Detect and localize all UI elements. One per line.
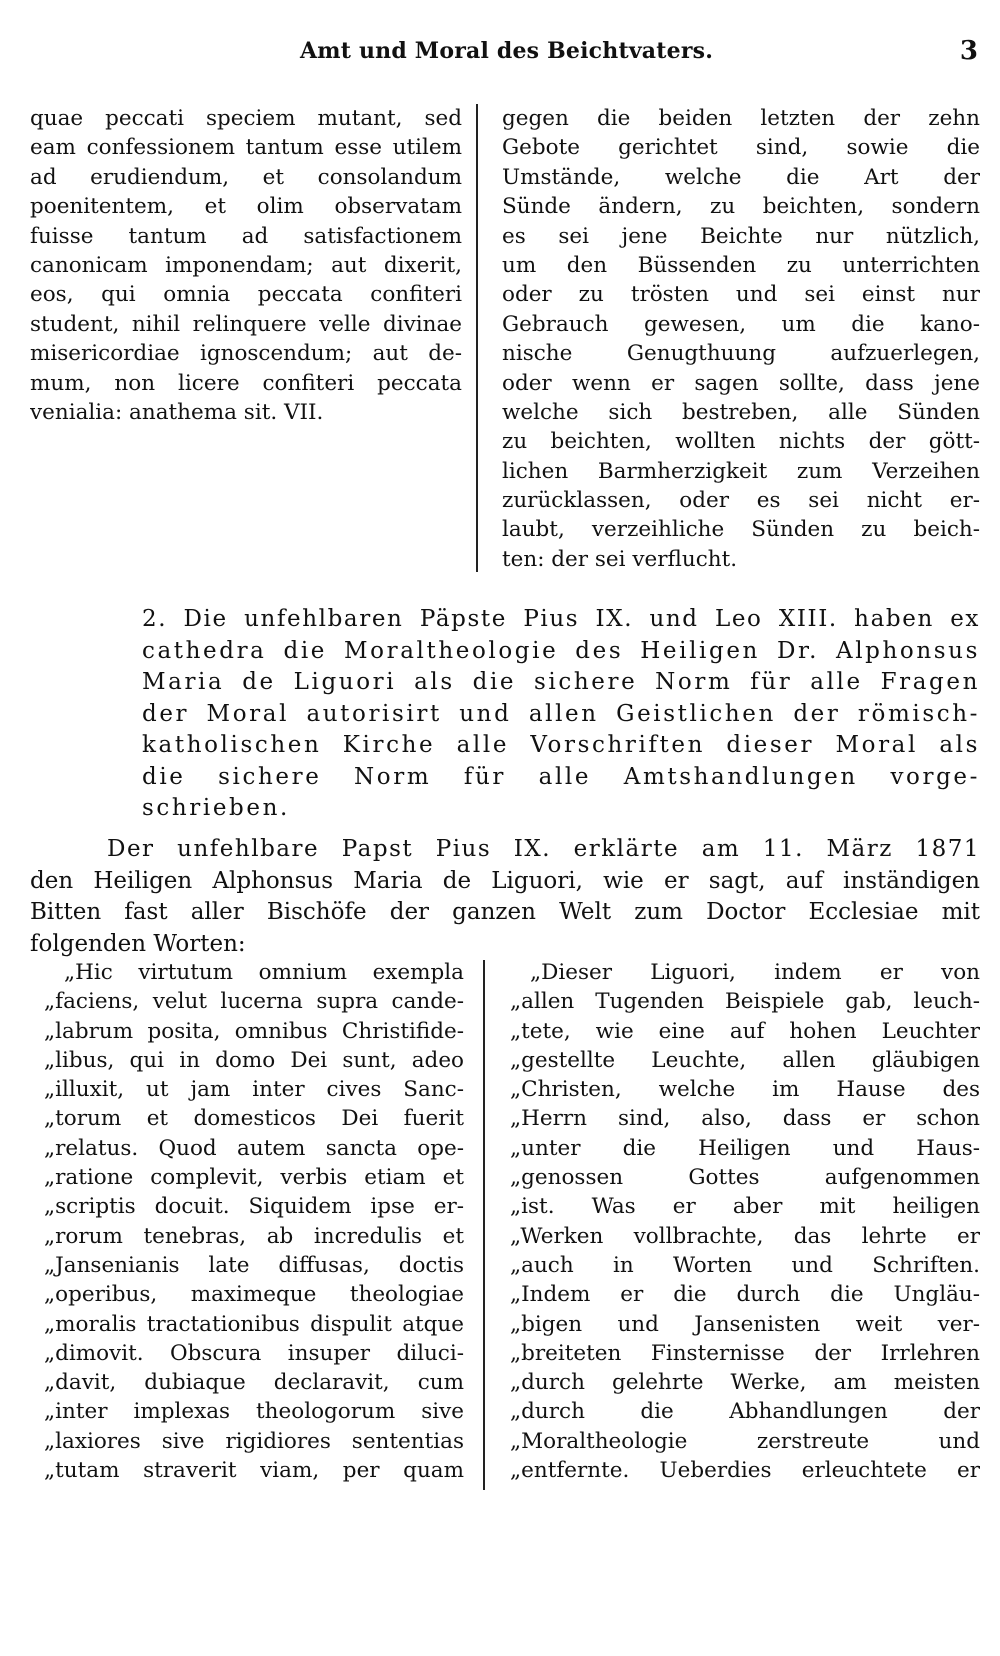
text-line: „unter die Heiligen und Haus-	[510, 1135, 980, 1161]
text-line: katholischen Kirche alle Vorschriften dieser Moral als	[142, 732, 980, 758]
text-line: „Christen, welche im Hause des	[510, 1077, 980, 1103]
text-line: „gestellte Leuchte, allen gläubigen	[510, 1047, 980, 1073]
german-quote-column	[510, 958, 980, 1485]
text-line: Maria de Liguori als die sichere Norm für alle Fragen	[142, 669, 980, 695]
text-line: „davit, dubiaque declaravit, cum	[44, 1370, 464, 1396]
text-line: „durch die Abhandlungen der	[510, 1399, 980, 1425]
text-line: „rorum tenebras, ab incredulis et	[44, 1223, 464, 1249]
text-line: eam confessionem tantum esse utilem	[30, 135, 462, 161]
text-line: gegen die beiden letzten der zehn	[502, 106, 980, 131]
text-line: „entfernte. Ueberdies erleuchtete er	[510, 1458, 980, 1484]
text-line: 2. Die unfehlbaren Päpste Pius IX. und Leo XIII. haben ex	[142, 606, 980, 632]
text-line: „ist. Was er aber mit heiligen	[510, 1194, 980, 1220]
text-line: welche sich bestreben, alle Sünden	[502, 399, 980, 425]
text-line: „libus, qui in domo Dei sunt, adeo	[44, 1047, 464, 1073]
decree-paragraph	[30, 834, 980, 960]
text-line: Sünde ändern, zu beichten, sondern	[502, 194, 980, 220]
text-line: Umstände, welche die Art der	[502, 164, 980, 190]
text-line: „durch gelehrte Werke, am meisten	[510, 1370, 980, 1396]
text-line: ten: der sei verflucht.	[502, 546, 738, 572]
text-line: nische Genugthuung aufzuerlegen,	[502, 341, 980, 367]
text-line: „relatus. Quod autem sancta ope-	[44, 1135, 464, 1161]
text-line: „dimovit. Obscura insuper diluci-	[44, 1340, 464, 1366]
text-line: „Herrn sind, also, dass er schon	[510, 1106, 980, 1132]
text-line: der Moral autorisirt und allen Geistlichen der römisch-	[142, 700, 980, 727]
text-line: venialia: anathema sit. VII.	[30, 399, 324, 425]
text-line: zu beichten, wollten nichts der gött-	[502, 429, 980, 455]
text-line: „Moraltheologie zerstreute und	[510, 1428, 980, 1454]
text-line: „auch in Worten und Schriften.	[510, 1252, 980, 1278]
text-line: „breiteten Finsternisse der Irrlehren	[510, 1340, 980, 1366]
text-line: „bigen und Jansenisten weit ver-	[510, 1311, 980, 1337]
text-line: „Dieser Liguori, indem er von	[530, 960, 980, 985]
text-line: „ratione complevit, verbis etiam et	[44, 1165, 464, 1191]
text-line: ad erudiendum, et consolandum	[30, 164, 462, 190]
text-line: misericordiae ignoscendum; aut de-	[30, 341, 462, 367]
text-line: zurücklassen, oder es sei nicht er-	[502, 488, 980, 514]
text-line: eos, qui omnia peccata confiteri	[30, 282, 462, 308]
text-line: „scriptis docuit. Siquidem ipse er-	[44, 1194, 464, 1220]
text-line: Gebrauch gewesen, um die kano-	[502, 311, 980, 337]
text-line: „labrum posita, omnibus Christifide-	[44, 1018, 464, 1044]
text-line: laubt, verzeihliche Sünden zu beich-	[502, 517, 980, 543]
quote-column-divider	[483, 960, 485, 1490]
text-line: schrieben.	[142, 795, 290, 821]
text-line: „laxiores sive rigidiores sententias	[44, 1428, 464, 1454]
latin-column-top	[30, 104, 462, 427]
text-line: cathedra die Moraltheologie des Heiligen Dr. Alphonsus	[142, 637, 980, 664]
text-line: „genossen Gottes aufgenommen	[510, 1165, 980, 1191]
text-line: fuisse tantum ad satisfactionem	[30, 223, 462, 249]
text-line: „Werken vollbrachte, das lehrte er	[510, 1223, 980, 1249]
text-line: student, nihil relinquere velle divinae	[30, 311, 462, 337]
section-2-paragraph	[30, 604, 980, 825]
text-line: „operibus, maximeque theologiae	[44, 1282, 464, 1308]
text-line: „allen Tugenden Beispiele gab, leuch-	[510, 989, 980, 1015]
text-line: „tutam straverit viam, per quam	[44, 1458, 464, 1484]
text-line: um den Büssenden zu unterrichten	[502, 252, 980, 278]
text-line: „inter implexas theologorum sive	[44, 1399, 464, 1425]
text-line: folgenden Worten:	[30, 930, 246, 957]
text-line: oder zu trösten und sei einst nur	[502, 282, 980, 308]
text-line: es sei jene Beichte nur nützlich,	[502, 223, 980, 249]
text-line: „tete, wie eine auf hohen Leuchter	[510, 1018, 980, 1044]
running-title: Amt und Moral des Beichtvaters.	[300, 38, 714, 64]
text-line: poenitentem, et olim observatam	[30, 194, 462, 220]
text-line: „Hic virtutum omnium exempla	[64, 960, 464, 985]
text-line: die sichere Norm für alle Amtshandlungen vorge-	[142, 763, 980, 790]
text-line: mum, non licere confiteri peccata	[30, 370, 462, 396]
text-line: „illuxit, ut jam inter cives Sanc-	[44, 1077, 464, 1103]
text-line: „torum et domesticos Dei fuerit	[44, 1106, 464, 1132]
text-line: lichen Barmherzigkeit zum Verzeihen	[502, 458, 980, 484]
text-line: oder wenn er sagen sollte, dass jene	[502, 370, 980, 396]
text-line: „Indem er die durch die Ungläu-	[510, 1282, 980, 1308]
text-line: Gebote gerichtet sind, sowie die	[502, 135, 980, 161]
text-line: Der unfehlbare Papst Pius IX. erklärte am 11. März 1871	[107, 836, 980, 862]
latin-quote-column	[44, 958, 464, 1485]
text-line: canonicam imponendam; aut dixerit,	[30, 252, 462, 278]
text-line: quae peccati speciem mutant, sed	[30, 106, 462, 131]
text-line: Bitten fast aller Bischöfe der ganzen Welt zum Doctor Ecclesiae mit	[30, 899, 980, 925]
column-divider	[476, 104, 478, 572]
page-number: 3	[959, 36, 978, 66]
text-line: „faciens, velut lucerna supra cande-	[44, 989, 464, 1015]
german-column-top	[502, 104, 980, 574]
text-line: den Heiligen Alphonsus Maria de Liguori, wie er sagt, auf inständigen	[30, 867, 980, 894]
text-line: „moralis tractationibus dispulit atque	[44, 1311, 464, 1337]
text-line: „Jansenianis late diffusas, doctis	[44, 1252, 464, 1278]
